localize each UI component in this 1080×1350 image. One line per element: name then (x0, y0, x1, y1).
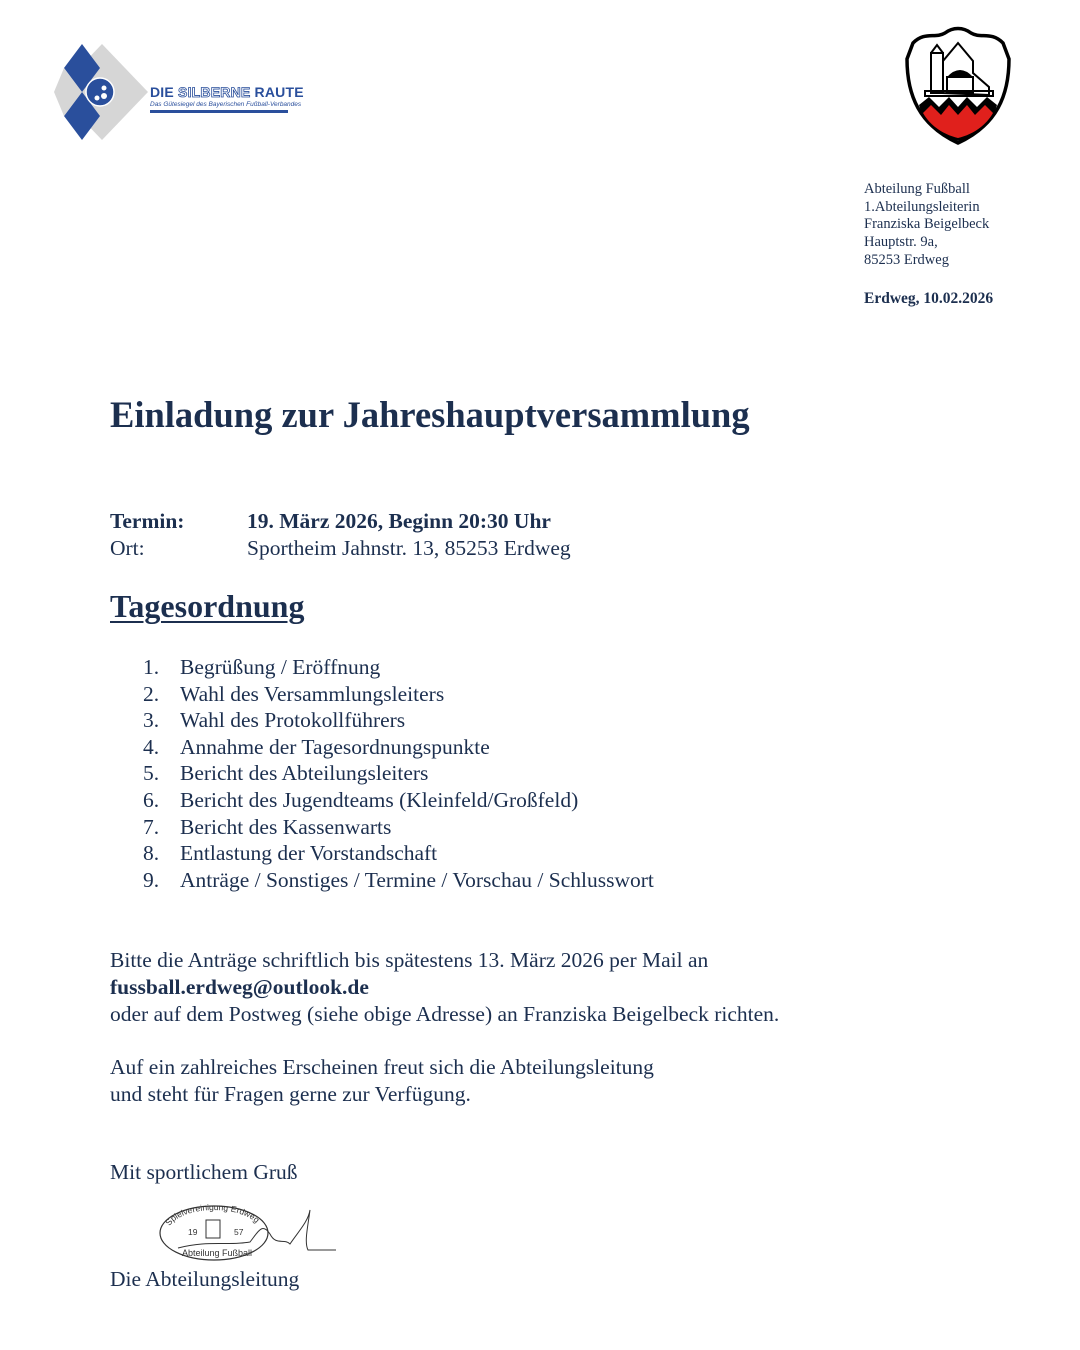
agenda-text: Wahl des Protokollführers (180, 708, 406, 733)
sender-line: Franziska Beigelbeck (864, 216, 990, 233)
submission-paragraph (110, 947, 779, 1027)
agenda-number: 2. (143, 681, 160, 706)
email-address[interactable]: fussball.erdweg@outlook.de (110, 974, 369, 999)
raute-logo-underline (150, 110, 288, 113)
agenda-number: 7. (143, 814, 160, 839)
sender-line: 1.Abteilungsleiterin (864, 198, 980, 215)
agenda-item (143, 814, 654, 841)
raute-logo-title: DIE SILBERNE RAUTE (150, 84, 304, 100)
termin-row (110, 508, 571, 535)
sender-line: 85253 Erdweg (864, 251, 949, 268)
termin-value: 19. März 2026, Beginn 20:30 Uhr (247, 509, 551, 533)
termin-label: Termin: (110, 509, 185, 533)
submission-line: Bitte die Anträge schriftlich bis spätestens 13. März 2026 per Mail an (110, 948, 709, 972)
document-title: Einladung zur Jahreshauptversammlung (110, 394, 750, 435)
agenda-item (143, 707, 654, 734)
invitation-paragraph (110, 1054, 654, 1108)
submission-line: oder auf dem Postweg (siehe obige Adresse) an Franziska Beigelbeck richten. (110, 1001, 780, 1026)
agenda-item (143, 734, 654, 761)
agenda-number: 4. (143, 734, 160, 759)
agenda-text: Annahme der Tagesordnungspunkte (180, 734, 490, 759)
signatory: Die Abteilungsleitung (110, 1267, 300, 1291)
agenda-number: 5. (143, 761, 160, 786)
agenda-item (143, 654, 654, 681)
agenda-text: Entlastung der Vorstandschaft (180, 841, 438, 866)
agenda-text: Bericht des Abteilungsleiters (180, 761, 429, 786)
svg-text:57: 57 (234, 1227, 244, 1237)
ort-label: Ort: (110, 536, 145, 560)
agenda-number: 9. (143, 867, 160, 892)
agenda-text: Bericht des Kassenwarts (180, 814, 392, 839)
sender-line: Hauptstr. 9a, (864, 234, 938, 251)
agenda-heading: Tagesordnung (110, 588, 305, 624)
place-date: Erdweg, 10.02.2026 (864, 290, 994, 307)
agenda-text: Begrüßung / Eröffnung (180, 655, 381, 679)
sender-address (864, 181, 989, 270)
svg-text:Spielvereinigung Erdweg: Spielvereinigung Erdweg (163, 1202, 262, 1228)
diamond-logo-icon (52, 42, 152, 142)
coat-of-arms-icon (905, 25, 1011, 147)
invitation-line: Auf ein zahlreiches Erscheinen freut sich die Abteilungsleitung (110, 1055, 654, 1079)
ort-row (110, 535, 571, 562)
agenda-text: Wahl des Versammlungsleiters (180, 681, 445, 706)
agenda-number: 8. (143, 841, 160, 866)
invitation-line: und steht für Fragen gerne zur Verfügung. (110, 1081, 471, 1106)
agenda-item (143, 760, 654, 787)
raute-logo-subtitle: Das Gütesiegel des Bayerischen Fußball-Verbandes (150, 101, 302, 108)
agenda-number: 1. (143, 655, 160, 679)
agenda-text: Anträge / Sonstiges / Termine / Vorschau / Schlusswort (180, 867, 654, 892)
silberne-raute-logo (52, 42, 304, 142)
meeting-info (110, 508, 571, 562)
sender-line: Abteilung Fußball (864, 181, 970, 197)
agenda-number: 6. (143, 787, 160, 812)
agenda-text: Bericht des Jugendteams (Kleinfeld/Großfeld) (180, 787, 579, 812)
ort-value: Sportheim Jahnstr. 13, 85253 Erdweg (247, 536, 571, 560)
svg-text:Abteilung Fußball: Abteilung Fußball (182, 1248, 253, 1258)
agenda-item (143, 787, 654, 814)
agenda-list (143, 654, 654, 893)
agenda-item (143, 681, 654, 708)
agenda-item (143, 840, 654, 867)
club-stamp-signature-icon (158, 1202, 340, 1266)
closing-greeting: Mit sportlichem Gruß (110, 1160, 298, 1184)
svg-text:19: 19 (188, 1227, 198, 1237)
agenda-item (143, 867, 654, 894)
agenda-number: 3. (143, 708, 160, 733)
